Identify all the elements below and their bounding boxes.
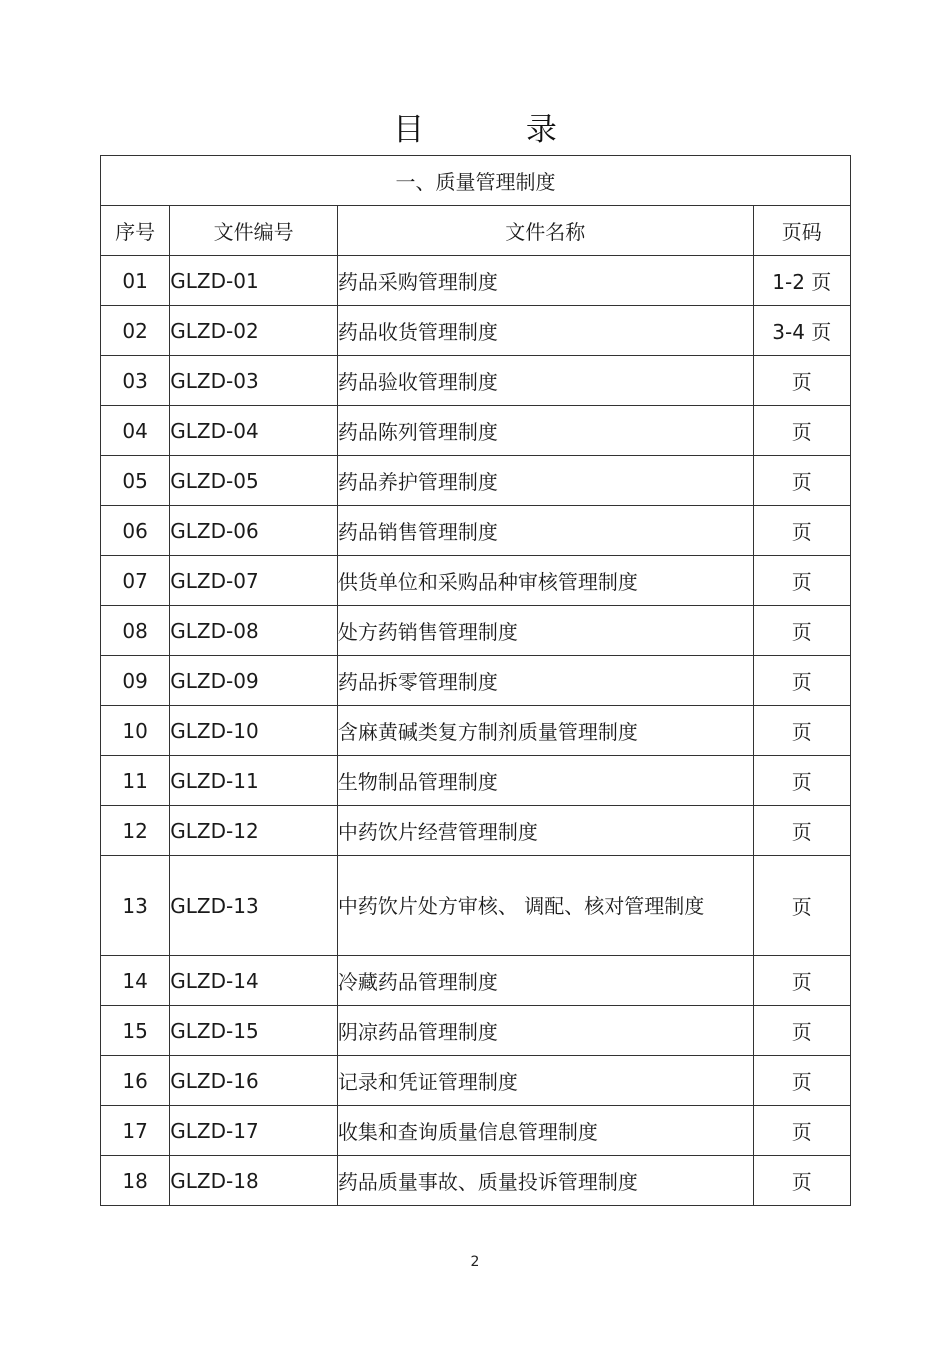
row-num: 02	[101, 306, 170, 356]
toc-table	[100, 155, 851, 1206]
row-code: GLZD-06	[170, 506, 338, 556]
table-row	[101, 606, 851, 656]
table-row	[101, 856, 851, 956]
row-page: 1-2 页	[753, 256, 850, 306]
row-code: GLZD-04	[170, 406, 338, 456]
row-page: 页	[753, 356, 850, 406]
table-row	[101, 1006, 851, 1056]
row-name: 中药饮片经营管理制度	[337, 806, 753, 856]
row-name: 含麻黄碱类复方制剂质量管理制度	[337, 706, 753, 756]
row-code: GLZD-18	[170, 1156, 338, 1206]
row-num: 04	[101, 406, 170, 456]
row-num: 15	[101, 1006, 170, 1056]
row-num: 11	[101, 756, 170, 806]
row-num: 07	[101, 556, 170, 606]
table-row	[101, 306, 851, 356]
table-row	[101, 656, 851, 706]
table-row	[101, 1056, 851, 1106]
row-page: 页	[753, 1156, 850, 1206]
row-code: GLZD-05	[170, 456, 338, 506]
row-num: 10	[101, 706, 170, 756]
section-heading-row	[101, 156, 851, 206]
row-code: GLZD-08	[170, 606, 338, 656]
row-page: 页	[753, 956, 850, 1006]
row-name: 药品陈列管理制度	[337, 406, 753, 456]
row-num: 18	[101, 1156, 170, 1206]
row-name: 药品验收管理制度	[337, 356, 753, 406]
header-name: 文件名称	[337, 206, 753, 256]
row-num: 03	[101, 356, 170, 406]
row-num: 09	[101, 656, 170, 706]
row-name: 冷藏药品管理制度	[337, 956, 753, 1006]
row-num: 08	[101, 606, 170, 656]
table-row	[101, 456, 851, 506]
row-name: 药品质量事故、质量投诉管理制度	[337, 1156, 753, 1206]
row-num: 16	[101, 1056, 170, 1106]
table-row	[101, 956, 851, 1006]
page-number: 2	[470, 1254, 480, 1270]
row-name: 收集和查询质量信息管理制度	[337, 1106, 753, 1156]
row-page: 页	[753, 806, 850, 856]
row-name: 供货单位和采购品种审核管理制度	[337, 556, 753, 606]
row-page: 页	[753, 606, 850, 656]
row-page: 页	[753, 456, 850, 506]
page-title: 目 录	[393, 112, 603, 148]
row-num: 13	[101, 856, 170, 956]
row-code: GLZD-16	[170, 1056, 338, 1106]
row-num: 12	[101, 806, 170, 856]
row-page: 页	[753, 506, 850, 556]
row-name: 记录和凭证管理制度	[337, 1056, 753, 1106]
header-code: 文件编号	[170, 206, 338, 256]
table-row	[101, 756, 851, 806]
header-num: 序号	[101, 206, 170, 256]
row-code: GLZD-02	[170, 306, 338, 356]
row-code: GLZD-14	[170, 956, 338, 1006]
row-code: GLZD-03	[170, 356, 338, 406]
table-row	[101, 706, 851, 756]
row-name: 药品收货管理制度	[337, 306, 753, 356]
row-num: 14	[101, 956, 170, 1006]
row-page: 页	[753, 556, 850, 606]
table-row	[101, 1106, 851, 1156]
row-code: GLZD-15	[170, 1006, 338, 1056]
row-name: 中药饮片处方审核、 调配、核对管理制度	[337, 856, 753, 956]
table-row	[101, 806, 851, 856]
table-row	[101, 556, 851, 606]
section-heading: 一、质量管理制度	[101, 156, 851, 206]
row-name: 生物制品管理制度	[337, 756, 753, 806]
row-page: 页	[753, 756, 850, 806]
row-code: GLZD-17	[170, 1106, 338, 1156]
table-row	[101, 506, 851, 556]
row-page: 页	[753, 656, 850, 706]
header-page: 页码	[753, 206, 850, 256]
table-row	[101, 1156, 851, 1206]
row-page: 页	[753, 856, 850, 956]
row-name: 药品拆零管理制度	[337, 656, 753, 706]
row-code: GLZD-12	[170, 806, 338, 856]
row-name: 药品养护管理制度	[337, 456, 753, 506]
row-num: 01	[101, 256, 170, 306]
table-header-row	[101, 206, 851, 256]
row-code: GLZD-01	[170, 256, 338, 306]
row-num: 17	[101, 1106, 170, 1156]
row-page: 页	[753, 706, 850, 756]
row-code: GLZD-09	[170, 656, 338, 706]
row-name: 阴凉药品管理制度	[337, 1006, 753, 1056]
row-code: GLZD-13	[170, 856, 338, 956]
row-code: GLZD-10	[170, 706, 338, 756]
row-name: 药品采购管理制度	[337, 256, 753, 306]
table-row	[101, 356, 851, 406]
row-page: 页	[753, 1006, 850, 1056]
table-row	[101, 256, 851, 306]
row-num: 06	[101, 506, 170, 556]
row-name: 药品销售管理制度	[337, 506, 753, 556]
row-page: 3-4 页	[753, 306, 850, 356]
row-num: 05	[101, 456, 170, 506]
row-name: 处方药销售管理制度	[337, 606, 753, 656]
row-code: GLZD-07	[170, 556, 338, 606]
row-page: 页	[753, 1056, 850, 1106]
row-page: 页	[753, 406, 850, 456]
table-row	[101, 406, 851, 456]
toc-body	[101, 156, 851, 1206]
row-code: GLZD-11	[170, 756, 338, 806]
row-page: 页	[753, 1106, 850, 1156]
